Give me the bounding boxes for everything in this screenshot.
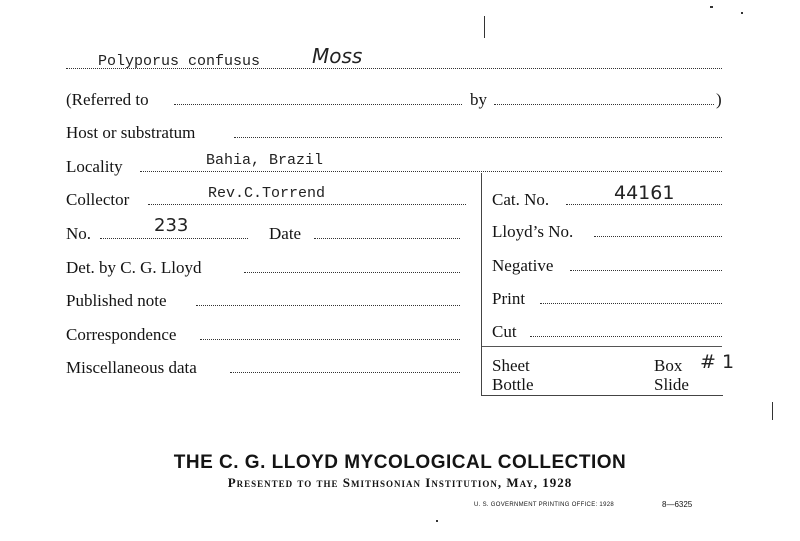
box-label: Box [654,356,683,375]
by-label: by [470,90,487,109]
host-line [234,137,722,138]
form-number: 8—6325 [662,500,693,509]
printing-office-note: U. S. GOVERNMENT PRINTING OFFICE: 1928 [474,502,614,508]
date-label: Date [269,224,302,243]
det-by-label: Det. by C. G. Lloyd [66,258,202,277]
bottle-label: Bottle [492,375,534,394]
species-name: Polyporus confusus [98,53,261,70]
lloyds-no-label: Lloyd’s No. [492,222,574,241]
miscellaneous-label: Miscellaneous data [66,358,197,377]
locality-value: Bahia, Brazil [206,152,324,169]
collector-line [148,204,466,205]
cut-label: Cut [492,322,517,341]
lloyds-no-line [594,236,722,237]
species-handwritten-annotation: Moss [312,44,363,68]
negative-label: Negative [492,256,554,275]
by-line [494,104,714,105]
scan-speck [484,16,485,38]
cut-line [530,336,722,337]
locality-label: Locality [66,157,123,176]
published-note-line [196,305,460,306]
scan-speck [772,402,773,420]
det-by-line [244,272,460,273]
negative-line [570,270,722,271]
cat-no-label: Cat. No. [492,190,550,209]
scan-speck [436,520,438,522]
collection-subtitle: Presented to the Smithsonian Institution, May, 1928 [227,475,573,490]
referred-to-label: (Referred to [66,90,149,109]
cat-no-value: 44161 [614,182,675,204]
collection-title: THE C. G. LLOYD MYCOLOGICAL COLLECTION [173,452,627,473]
referred-to-line [174,104,462,105]
sheet-label: Sheet [492,356,530,375]
date-line [314,238,460,239]
cat-no-line [566,204,722,205]
locality-line [140,171,722,172]
correspondence-line [200,339,460,340]
close-paren: ) [716,90,722,109]
no-line [100,238,248,239]
slide-label: Slide [654,375,689,394]
box-value: # 1 [700,351,735,373]
scan-speck [741,12,743,14]
print-line [540,303,722,304]
published-note-label: Published note [66,291,167,310]
collector-value: Rev.C.Torrend [208,185,326,202]
correspondence-label: Correspondence [66,325,177,344]
host-label: Host or substratum [66,123,196,142]
miscellaneous-line [230,372,460,373]
print-label: Print [492,289,526,308]
no-label: No. [66,224,92,243]
no-value: 233 [154,215,189,236]
collector-label: Collector [66,190,130,209]
scan-speck [710,6,713,8]
cut-separator-line [482,346,722,347]
